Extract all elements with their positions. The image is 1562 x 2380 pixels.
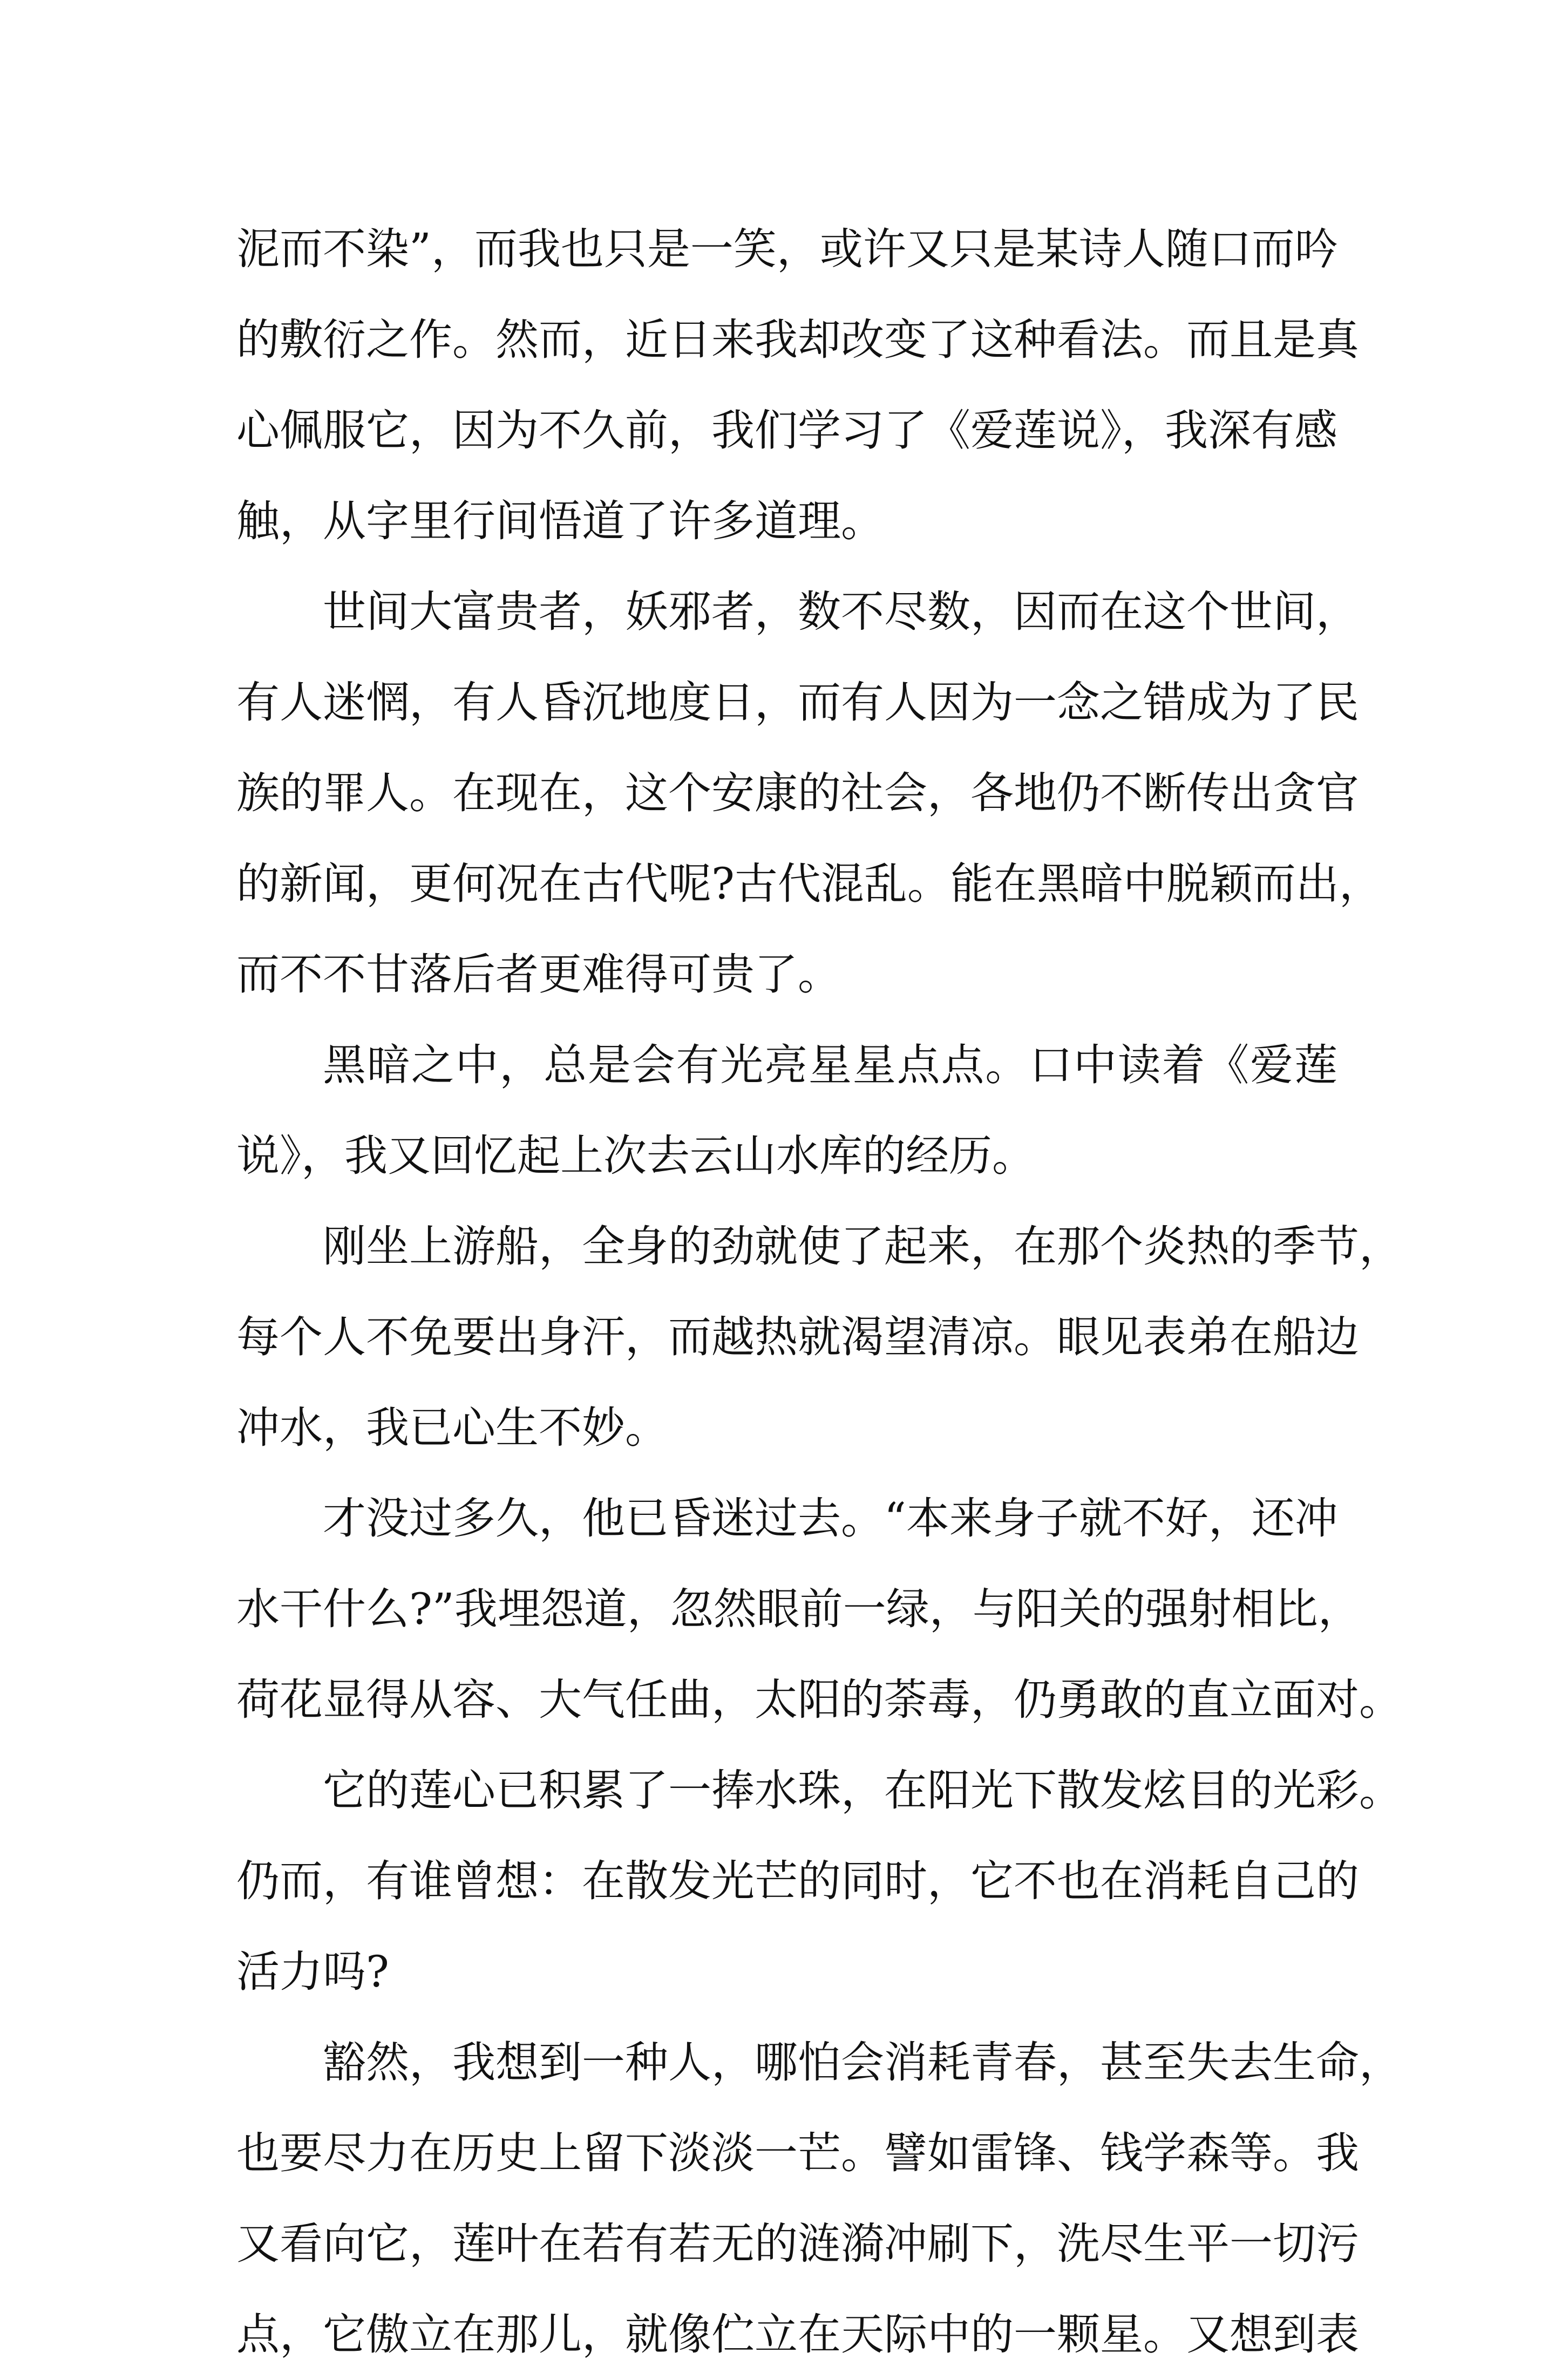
paragraph-first-line: 世间大富贵者，妖邪者，数不尽数，因而在这个世间， bbox=[323, 587, 1359, 637]
text-line: 的敷衍之作。然而，近日来我却改变了这种看法。而且是真 bbox=[236, 315, 1359, 365]
text-line: 的新闻，更何况在古代呢?古代混乱。能在黑暗中脱颖而出， bbox=[236, 859, 1382, 909]
paragraph-first-line: 才没过多久，他已昏迷过去。“本来身子就不好，还冲 bbox=[323, 1493, 1338, 1543]
text-line: 触，从字里行间悟道了许多道理。 bbox=[236, 496, 884, 546]
paragraph-first-line: 黑暗之中，总是会有光亮星星点点。口中读着《爱莲 bbox=[323, 1040, 1337, 1090]
text-line: 荷花显得从容、大气任曲，太阳的荼毒，仍勇敢的直立面对。 bbox=[236, 1675, 1402, 1725]
text-line: 泥而不染”，而我也只是一笑，或许又只是某诗人随口而吟 bbox=[236, 224, 1338, 274]
text-line: 点，它傲立在那儿，就像伫立在天际中的一颗星。又想到表 bbox=[236, 2309, 1359, 2359]
text-line: 冲水，我已心生不妙。 bbox=[236, 1403, 668, 1453]
text-line: 说》，我又回忆起上次去云山水库的经历。 bbox=[236, 1131, 1035, 1181]
paragraph-first-line: 它的莲心已积累了一捧水珠，在阳光下散发炫目的光彩。 bbox=[323, 1765, 1402, 1815]
paragraph-first-line: 豁然，我想到一种人，哪怕会消耗青春，甚至失去生命， bbox=[323, 2037, 1402, 2087]
text-line: 族的罪人。在现在，这个安康的社会，各地仍不断传出贪官 bbox=[236, 768, 1359, 818]
text-line: 又看向它，莲叶在若有若无的涟漪冲刷下，洗尽生平一切污 bbox=[236, 2219, 1359, 2269]
paragraph-first-line: 刚坐上游船，全身的劲就使了起来，在那个炎热的季节， bbox=[323, 1221, 1402, 1271]
text-line: 心佩服它，因为不久前，我们学习了《爱莲说》，我深有感 bbox=[236, 405, 1337, 455]
text-line: 每个人不免要出身汗，而越热就渴望清凉。眼见表弟在船边 bbox=[236, 1312, 1359, 1362]
text-line: 也要尽力在历史上留下淡淡一芒。譬如雷锋、钱学森等。我 bbox=[236, 2128, 1359, 2178]
text-line: 仍而，有谁曾想：在散发光芒的同时，它不也在消耗自己的 bbox=[236, 1856, 1359, 1906]
text-line: 活力吗? bbox=[236, 1947, 389, 1997]
text-line: 而不不甘落后者更难得可贵了。 bbox=[236, 949, 841, 999]
text-line: 水干什么?”我埋怨道，忽然眼前一绿，与阳关的强射相比， bbox=[236, 1584, 1361, 1634]
document-body bbox=[236, 204, 1402, 2380]
text-line: 有人迷惘，有人昏沉地度日，而有人因为一念之错成为了民 bbox=[236, 677, 1359, 727]
